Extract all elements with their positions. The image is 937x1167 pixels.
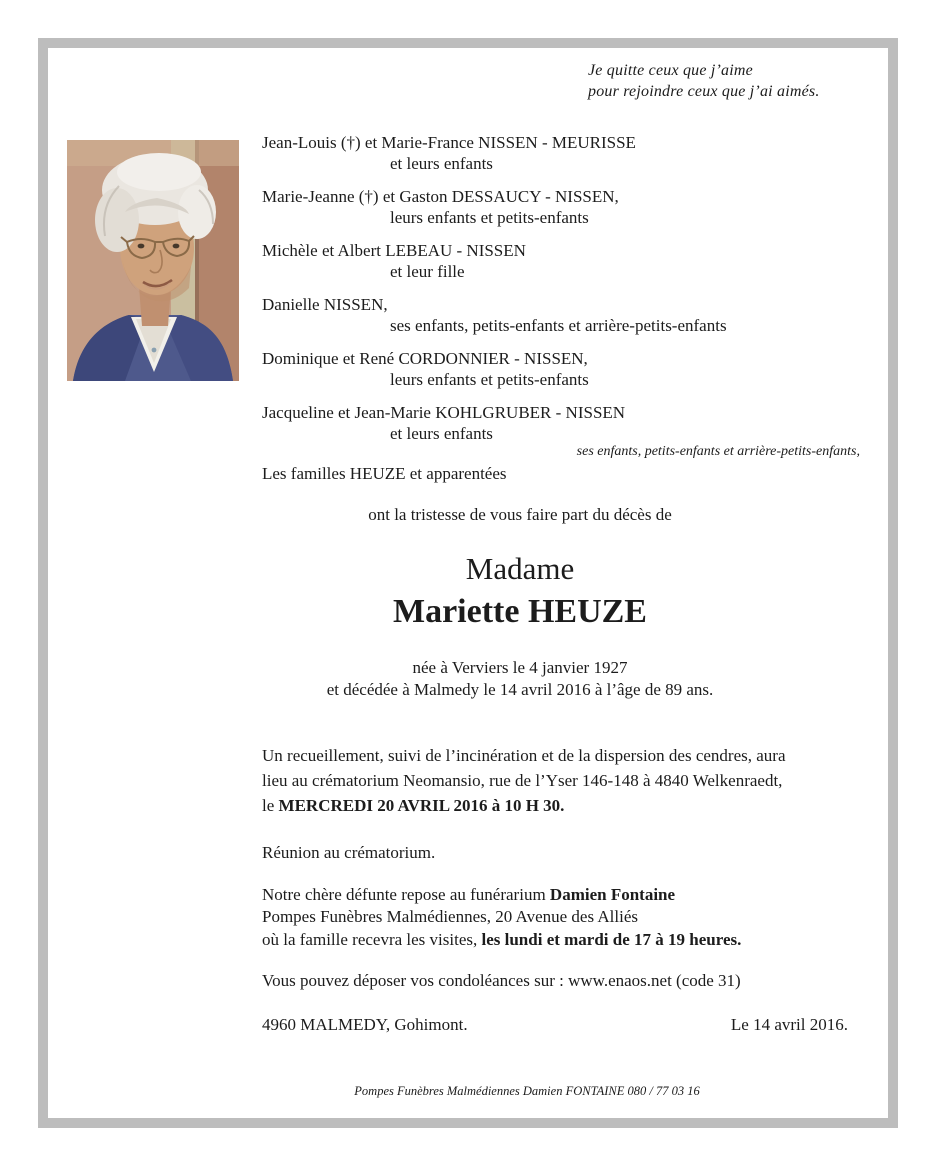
- condolences-line: Vous pouvez déposer vos condoléances sur : www.enaos.net (code 31): [262, 971, 741, 990]
- ceremony-line2: lieu au crématorium Neomansio, rue de l’Yser 146-148 à 4840 Welkenraedt,: [262, 771, 783, 790]
- family-list: [262, 132, 882, 456]
- portrait-photo: [67, 140, 239, 381]
- family-entry: [262, 294, 882, 336]
- funeral-home-line2: Pompes Funèbres Malmédiennes, 20 Avenue des Alliés: [262, 907, 638, 927]
- ceremony-line1: Un recueillement, suivi de l’incinération et de la dispersion des cendres, aura: [262, 746, 786, 765]
- family-entry-descendants: leurs enfants et petits-enfants: [390, 208, 589, 227]
- family-entry: [262, 240, 882, 282]
- ceremony-line3-prefix: le: [262, 796, 279, 815]
- funeral-home-line1-prefix: Notre chère défunte repose au funérarium: [262, 885, 550, 904]
- date-text: Le 14 avril 2016.: [730, 1015, 848, 1034]
- birth-line: née à Verviers le 4 janvier 1927: [412, 658, 628, 677]
- family-entry-names: Jean-Louis (†) et Marie-France NISSEN - MEURISSE: [262, 133, 636, 152]
- ceremony-line3: [262, 793, 882, 818]
- family-entry-descendants: et leurs enfants: [390, 154, 493, 173]
- family-entry-descendants: leurs enfants et petits-enfants: [390, 370, 589, 389]
- funeral-home-name-bold: Damien Fontaine: [549, 885, 676, 904]
- death-line: et décédée à Malmedy le 14 avril 2016 à l’âge de 89 ans.: [326, 680, 714, 699]
- funeral-home-line3: [262, 929, 882, 951]
- city-text: 4960 MALMEDY, Gohimont.: [262, 1015, 468, 1034]
- family-entry-names: Danielle NISSEN,: [262, 295, 388, 314]
- deceased-title: Madame: [465, 551, 575, 586]
- funeral-home-line1: [262, 884, 882, 906]
- family-closing: Les familles HEUZE et apparentées: [262, 464, 507, 483]
- ceremony-date-bold: MERCREDI 20 AVRIL 2016 à 10 H 30.: [278, 796, 565, 815]
- family-entry: [262, 132, 882, 174]
- reunion-line: Réunion au crématorium.: [262, 843, 436, 862]
- portrait-illustration: [67, 140, 239, 381]
- family-entry-descendants: et leur fille: [390, 262, 465, 281]
- family-entry-names: Marie-Jeanne (†) et Gaston DESSAUCY - NISSEN,: [262, 187, 619, 206]
- footer-funeral-director: Pompes Funèbres Malmédiennes Damien FONTAINE 080 / 77 03 16: [354, 1084, 700, 1098]
- family-entry: [262, 186, 882, 228]
- family-entry-names: Jacqueline et Jean-Marie KOHLGRUBER - NISSEN: [262, 403, 626, 422]
- family-entry-descendants: ses enfants, petits-enfants et arrière-petits-enfants: [390, 316, 727, 335]
- announcement-line: ont la tristesse de vous faire part du décès de: [368, 505, 672, 524]
- epitaph-quote-line1: Je quitte ceux que j’aime: [588, 62, 753, 79]
- family-entry: [262, 348, 882, 390]
- family-entry-names: Dominique et René CORDONNIER - NISSEN,: [262, 349, 588, 368]
- family-entry-names: Michèle et Albert LEBEAU - NISSEN: [262, 241, 526, 260]
- family-entry: [262, 402, 882, 444]
- family-note-right: ses enfants, petits-enfants et arrière-petits-enfants,: [576, 444, 860, 459]
- life-dates: [262, 657, 778, 701]
- visiting-hours-bold: les lundi et mardi de 17 à 19 heures.: [481, 929, 742, 949]
- family-entry-descendants: et leurs enfants: [390, 424, 493, 443]
- funeral-home-line3-prefix: où la famille recevra les visites,: [262, 929, 482, 949]
- city-date-line: [262, 1015, 848, 1035]
- funeral-home-paragraph: [262, 884, 882, 951]
- epitaph-quote-line2: pour rejoindre ceux que j’ai aimés.: [588, 83, 820, 100]
- epitaph-quote: [588, 60, 820, 102]
- deceased-name: Mariette HEUZE: [393, 593, 647, 630]
- ceremony-paragraph: [262, 743, 882, 818]
